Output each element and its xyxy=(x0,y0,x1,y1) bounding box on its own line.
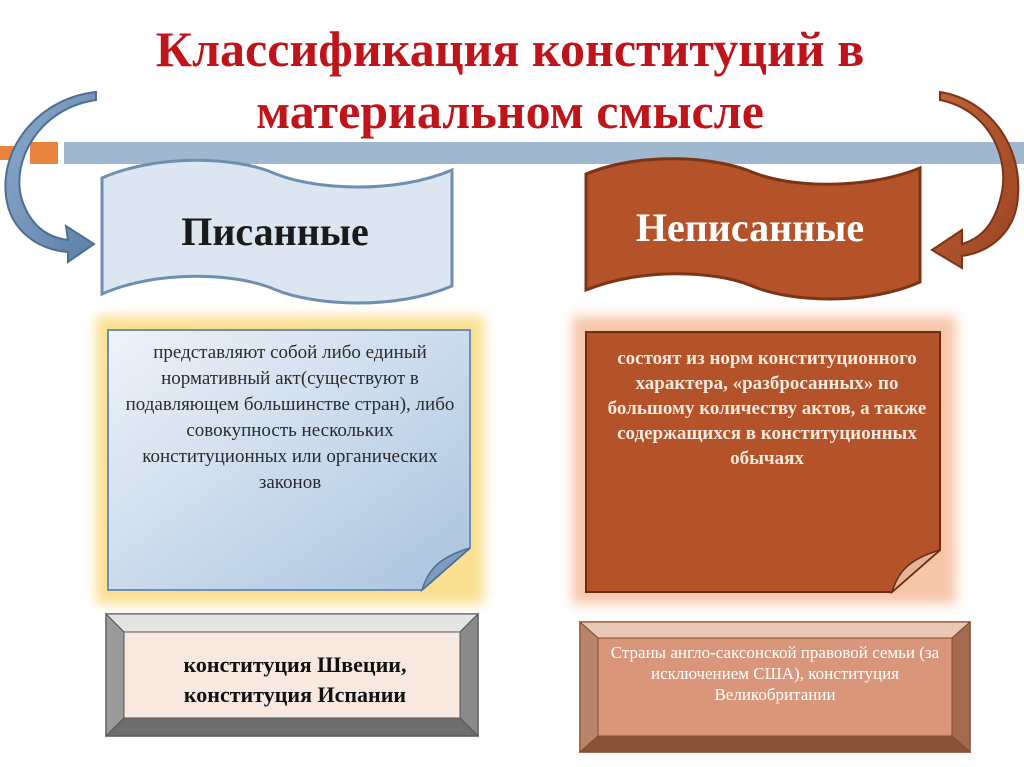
slide-title: Классификация конституций в материальном смысле xyxy=(155,21,865,139)
written-heading: Писанные xyxy=(181,209,369,254)
written-examples: конституция Швеции, конституция Испании xyxy=(183,652,407,707)
written-description: представляют собой либо единый нормативный акт(существуют в подавляющем большинстве стран), либо совокупность нескольких конституционных или органических законов xyxy=(125,342,455,493)
left-curved-arrow-icon xyxy=(5,92,96,262)
right-curved-arrow-icon xyxy=(932,92,1018,268)
unwritten-description: состоят из норм конституционного характера, «разбросанных» по большому количеству актов, а также содержащихся в конституционных обычаях xyxy=(607,348,927,469)
unwritten-examples: Страны англо-саксонской правовой семьи (за исключением США), конституция Великобритании xyxy=(610,643,940,704)
unwritten-heading: Неписанные xyxy=(635,205,865,250)
